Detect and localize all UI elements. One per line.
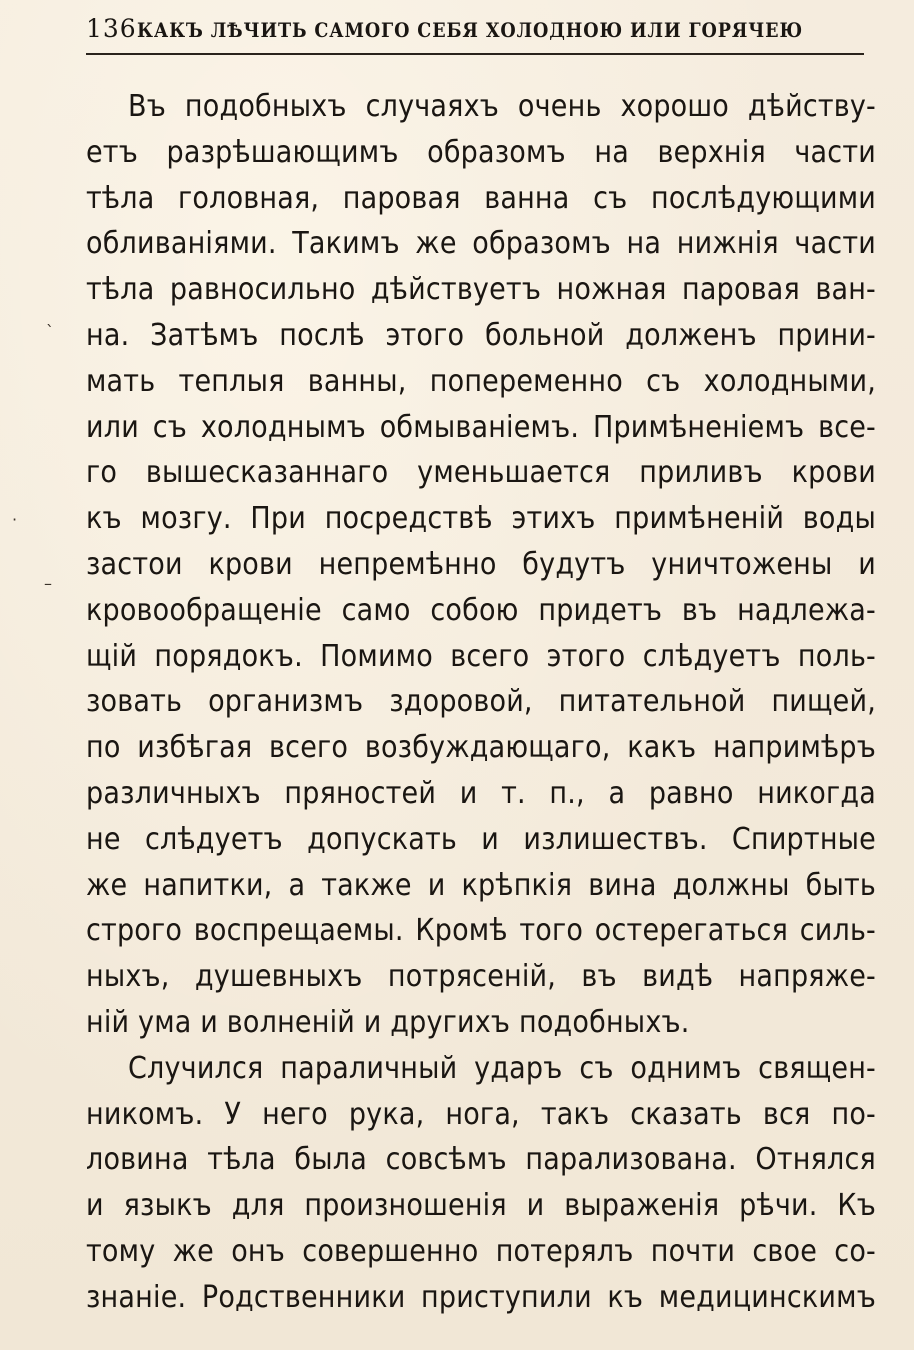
paragraph: [86, 1046, 876, 1321]
body-text: [86, 84, 876, 1321]
text-line: и языкъ для произношенія и выраженія рѣчи. Къ: [86, 1188, 876, 1224]
text-line: мать теплыя ванны, попеременно съ холодными,: [86, 363, 876, 399]
text-line: зовать организмъ здоровой, питательной пищей,: [86, 684, 876, 720]
text-line: ній ума и волненій и другихъ подобныхъ.: [86, 1004, 690, 1040]
text-line: ловина тѣла была совсѣмъ парализована. Отнялся: [86, 1142, 876, 1178]
page-header: [86, 14, 864, 48]
text-line: тѣла головная, паровая ванна съ послѣдующими: [86, 180, 876, 216]
text-line: етъ разрѣшающимъ образомъ на верхнія части: [86, 134, 876, 170]
text-line: же напитки, а также и крѣпкія вина должны быть: [86, 867, 876, 903]
text-line: по избѣгая всего возбуждающаго, какъ напримѣръ: [86, 730, 876, 766]
text-line: никомъ. У него рука, нога, такъ сказать вся по-: [86, 1096, 876, 1132]
text-line: го вышесказаннаго уменьшается приливъ крови: [86, 455, 876, 491]
margin-tick: ˋ: [46, 322, 54, 341]
text-line: Случился параличный ударъ съ однимъ священ-: [128, 1050, 876, 1086]
text-line: застои крови непремѣнно будутъ уничтожены и: [86, 546, 876, 582]
text-line: ныхъ, душевныхъ потрясеній, въ видѣ напряже-: [86, 959, 876, 995]
margin-dot: ·: [12, 510, 18, 529]
text-line: тому же онъ совершенно потерялъ почти свое со-: [86, 1233, 876, 1269]
text-line: обливаніями. Такимъ же образомъ на нижнія части: [86, 226, 876, 262]
text-line: кровообращеніе само собою придетъ въ надлежа-: [86, 592, 876, 628]
text-line: не слѣдуетъ допускать и излишествъ. Спиртные: [86, 821, 876, 857]
text-line: щій порядокъ. Помимо всего этого слѣдуетъ поль-: [86, 638, 876, 674]
text-line: различныхъ пряностей и т. п., а равно никогда: [86, 775, 876, 811]
text-line: тѣла равносильно дѣйствуетъ ножная паровая ван-: [86, 272, 876, 308]
text-line: къ мозгу. При посредствѣ этихъ примѣненій воды: [86, 501, 876, 537]
text-line: на. Затѣмъ послѣ этого больной долженъ прини-: [86, 317, 876, 353]
page-number: 136: [86, 14, 137, 43]
text-line: или съ холоднымъ обмываніемъ. Примѣненіемъ все-: [86, 409, 876, 445]
text-line: строго воспрещаемы. Кромѣ того остерегаться силь-: [86, 913, 876, 949]
margin-dash: –: [44, 574, 52, 593]
running-title: КАКЪ ЛѢЧИТЬ САМОГО СЕБЯ ХОЛОДНОЮ ИЛИ ГОРЯЧЕЮ: [136, 18, 803, 42]
text-line: знаніе. Родственники приступили къ медицинскимъ: [86, 1279, 876, 1315]
header-rule: [86, 53, 864, 55]
paragraph: [86, 84, 876, 1046]
text-line: Въ подобныхъ случаяхъ очень хорошо дѣйству-: [128, 89, 876, 124]
